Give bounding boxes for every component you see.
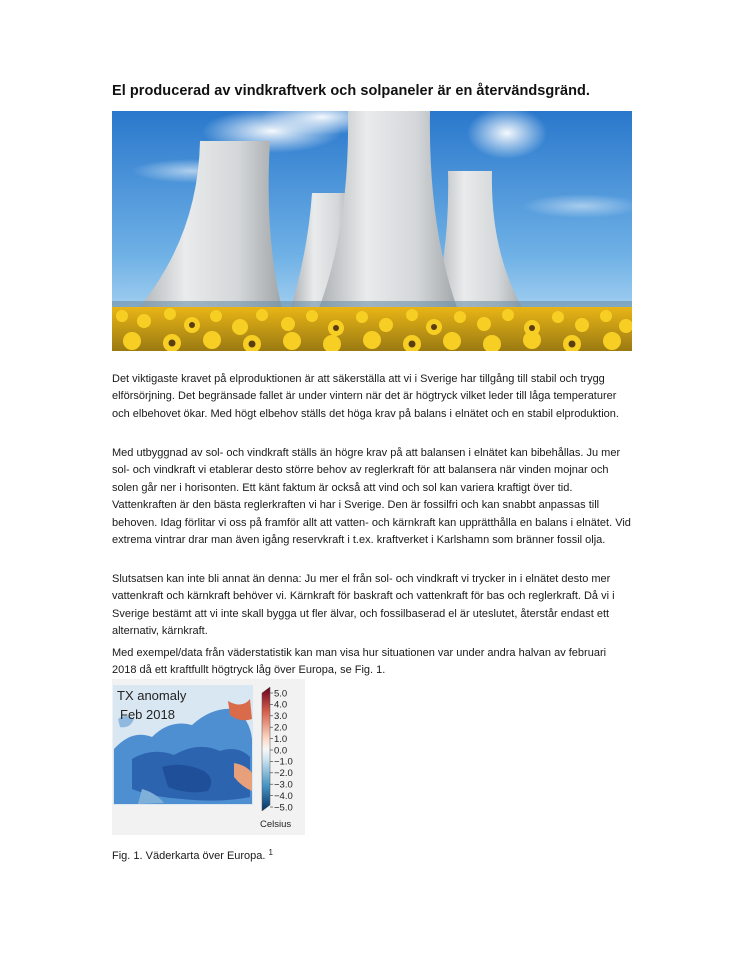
map-title-line1: TX anomaly [117,688,187,703]
footnote-ref: 1 [268,848,273,857]
figure-caption [112,848,273,862]
colorbar-tick-label: 2.0 [274,722,288,734]
temperature-anomaly-map [112,679,305,835]
colorbar-tick-label: −2.0 [274,768,293,780]
colorbar-tick-label: −5.0 [274,802,293,814]
colorbar-tick-label: 3.0 [274,711,288,723]
colorbar-tick-label: 0.0 [274,745,288,757]
paragraph-2: Med utbyggnad av sol- och vindkraft ställs än högre krav på att balansen i elnätet kan bibehållas. Ju mer sol- och vindkraft vi etablerar desto större behov av reglerkraft för att balansera när vinden mojnar och solen går ner i horisonten. Ett känt faktum är också att vind och sol kan variera kraftigt över tid. Vattenkraften är den bästa reglerkraften vi har i Sverige. Den är fossilfri och kan snabbt anpassas till behoven. Idag förlitar vi oss på framför allt att vatten- och kärnkraft kan upprätthålla en balans i elnätet. Vid extrema vintrar drar man även igång reservkraft i t.ex. kraftverket i Karlshamn som bränner fossil olja. [112,447,631,547]
paragraph-4: Med exempel/data från väderstatistik kan man visa hur situationen var under andra halvan av februari 2018 då ett kraftfullt högtryck låg över Europa, se Fig. 1. [112,647,607,677]
colorbar-tick-label: 5.0 [274,688,288,700]
colorbar-tick-label: −4.0 [274,790,293,802]
colorbar-tick-label: 1.0 [274,733,288,745]
colorbar-tick-label: −3.0 [274,779,293,791]
paragraph-3: Slutsatsen kan inte bli annat än denna: Ju mer el från sol- och vindkraft vi trycker in i elnätet desto mer vattenkraft och kärnkraft behöver vi. Kärnkraft för baskraft och vattenkraft för bas och reglerkraft. Då vi i Sverige bestämt att vi inte skall bygga ut fler älvar, och fossilbaserad el är uteslutet, återstår endast ett alternativ, kärnkraft. [112,573,615,638]
colorbar-tick-label: 4.0 [274,699,288,711]
map-title-line2: Feb 2018 [120,707,175,722]
cooling-towers-photo [112,111,632,351]
figure-caption-text: Fig. 1. Väderkarta över Europa. [112,850,266,862]
paragraph-1: Det viktigaste kravet på elproduktionen är att säkerställa att vi i Sverige har tillgång till stabil och trygg elförsörjning. Det begränsade fallet är under vintern när det är högtryck vilket leder till låga temperaturer och elbehovet ökar. Med högt elbehov ställs det höga krav på balans i elnätet och en stabil elproduktion. [112,373,619,420]
colorbar-unit: Celsius [260,819,292,830]
document-title: El producerad av vindkraftverk och solpaneler är en återvändsgränd. [112,83,590,99]
colorbar-tick-label: −1.0 [274,756,293,768]
